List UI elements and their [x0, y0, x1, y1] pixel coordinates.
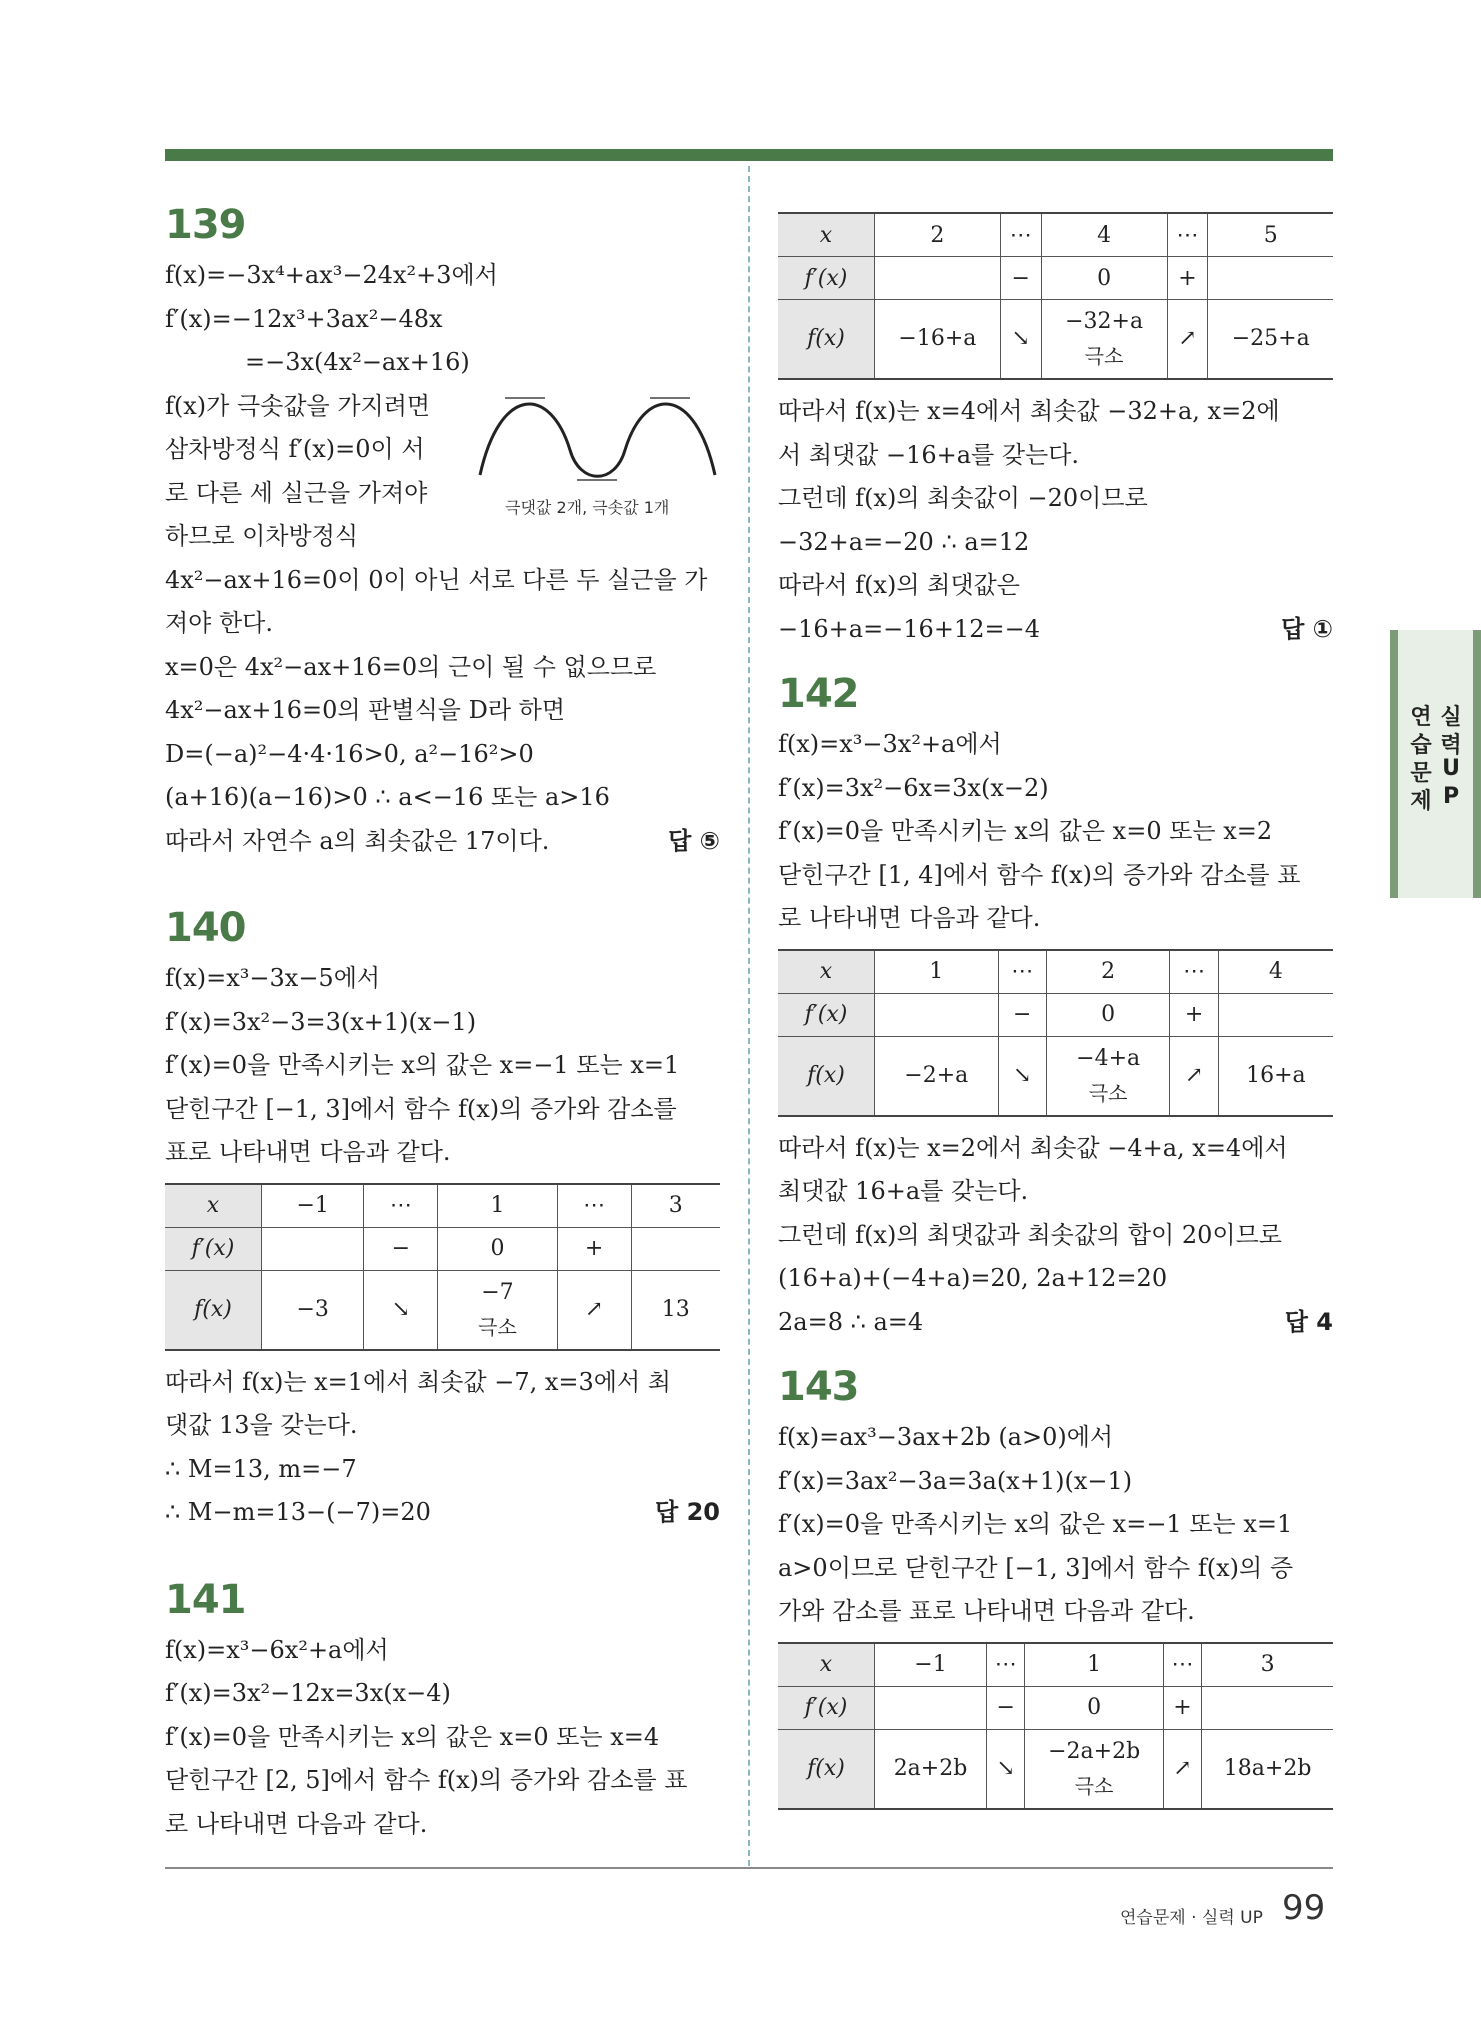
table-cell: + — [1170, 993, 1218, 1036]
side-tab-char: 연 — [1410, 705, 1432, 730]
solution-line: 그런데 f(x)의 최솟값이 −20이므로 — [778, 484, 1148, 512]
column-divider — [748, 166, 750, 1866]
solution-line: f′(x)=0을 만족시키는 x의 값은 x=−1 또는 x=1 — [778, 1510, 1293, 1538]
table-cell: f(x) — [778, 300, 875, 380]
answer-label: 답 4 — [1284, 1307, 1333, 1336]
table-cell: ↘ — [998, 1036, 1046, 1116]
solution-line: f(x)가 극솟값을 가지려면 — [165, 391, 431, 420]
side-tab-char: 문 — [1410, 761, 1432, 786]
answer-label: 답 20 — [655, 1498, 720, 1526]
table-cell: 16+a — [1218, 1036, 1333, 1116]
solution-line — [778, 1301, 1333, 1345]
solution-line — [165, 820, 720, 864]
table-cell: f′(x) — [165, 1227, 262, 1270]
solution-line: f(x)=−3x⁴+ax³−24x²+3에서 — [165, 261, 498, 289]
table-cell: ↘ — [1000, 300, 1041, 380]
solution-line: 닫힌구간 [2, 5]에서 함수 f(x)의 증가와 감소를 표 — [165, 1766, 688, 1794]
min-value: −7 — [481, 1279, 514, 1305]
answer-label: 답 ① — [1281, 614, 1333, 643]
table-cell: 0 — [438, 1227, 557, 1270]
table-cell — [875, 1686, 987, 1729]
table-cell: −1 — [262, 1184, 364, 1228]
table-cell: 1 — [1025, 1643, 1163, 1687]
table-cell: ↗ — [1167, 300, 1208, 380]
table-cell — [438, 1270, 557, 1350]
table-cell: x — [778, 950, 875, 994]
min-value: −2a+2b — [1048, 1738, 1141, 1764]
table-cell: + — [1163, 1686, 1201, 1729]
side-tab-char: 실 — [1440, 705, 1462, 730]
table-cell: − — [998, 993, 1046, 1036]
solution-line: ∴ M=13, m=−7 — [165, 1454, 357, 1483]
table-cell: −2+a — [875, 1036, 999, 1116]
table-cell — [1208, 257, 1333, 300]
solution-line: 로 나타내면 다음과 같다. — [778, 904, 1041, 932]
graph-caption: 극댓값 2개, 극솟값 1개 — [505, 498, 670, 517]
solution-line: 댓값 13을 갖는다. — [165, 1411, 358, 1439]
solution-line: (16+a)+(−4+a)=20, 2a+12=20 — [778, 1264, 1168, 1292]
solution-line: 닫힌구간 [1, 4]에서 함수 f(x)의 증가와 감소를 표 — [778, 860, 1301, 889]
problem-number: 140 — [165, 905, 246, 951]
solution-line: 최댓값 16+a를 갖는다. — [778, 1177, 1029, 1205]
table-cell: f(x) — [778, 1036, 875, 1116]
solution-line: (a+16)(a−16)>0 ∴ a<−16 또는 a>16 — [165, 783, 610, 811]
solution-line: 져야 한다. — [165, 609, 273, 637]
solution-line: x=0은 4x²−ax+16=0의 근이 될 수 없으므로 — [165, 652, 657, 681]
min-label: 극소 — [1088, 1080, 1128, 1105]
table-cell: 2 — [875, 213, 1001, 257]
table-cell — [1046, 1036, 1170, 1116]
footer-section-title: 연습문제 · 실력 UP — [1120, 1908, 1263, 1928]
table-cell: ⋯ — [1000, 213, 1041, 257]
min-value: −4+a — [1076, 1045, 1141, 1071]
table-cell: −25+a — [1208, 300, 1333, 380]
chapter-side-tab — [1390, 630, 1481, 898]
solution-line: 4x²−ax+16=0이 0이 아닌 서로 다른 두 실근을 가 — [165, 565, 708, 594]
table-cell: x — [165, 1184, 262, 1228]
min-label: 극소 — [1084, 344, 1124, 368]
solution-line: 그런데 f(x)의 최댓값과 최솟값의 합이 20이므로 — [778, 1220, 1282, 1249]
solution-line: f′(x)=0을 만족시키는 x의 값은 x=0 또는 x=4 — [165, 1722, 660, 1751]
table-cell: ↗ — [1170, 1036, 1218, 1116]
solution-line: 따라서 f(x)의 최댓값은 — [778, 571, 1020, 599]
table-cell: ↘ — [987, 1729, 1025, 1809]
right-column — [778, 210, 1333, 1820]
table-cell: 3 — [631, 1184, 720, 1228]
solution-line: 닫힌구간 [−1, 3]에서 함수 f(x)의 증가와 감소를 — [165, 1094, 677, 1123]
solution-line: D=(−a)²−4·4·16>0, a²−16²>0 — [165, 739, 534, 768]
table-cell: 4 — [1218, 950, 1333, 994]
solution-line: 서 최댓값 −16+a를 갖는다. — [778, 440, 1080, 469]
table-cell: 18a+2b — [1202, 1729, 1333, 1809]
side-tab-char: P — [1442, 784, 1460, 809]
table-cell: + — [1167, 257, 1208, 300]
min-value: −32+a — [1065, 309, 1144, 334]
table-cell: 1 — [438, 1184, 557, 1228]
solution-line: 따라서 f(x)는 x=1에서 최솟값 −7, x=3에서 최 — [165, 1367, 671, 1396]
table-cell — [1025, 1729, 1163, 1809]
table-cell: ↗ — [1163, 1729, 1201, 1809]
solution-line: f′(x)=0을 만족시키는 x의 값은 x=0 또는 x=2 — [778, 817, 1273, 845]
table-cell — [631, 1227, 720, 1270]
table-cell: f(x) — [165, 1270, 262, 1350]
table-cell: − — [364, 1227, 438, 1270]
variation-table — [778, 949, 1333, 1117]
table-cell — [875, 993, 999, 1036]
solution-line: f(x)=x³−3x²+a에서 — [778, 730, 1002, 758]
variation-table — [165, 1183, 720, 1351]
table-cell: 4 — [1041, 213, 1167, 257]
table-cell: ↗ — [557, 1270, 631, 1350]
table-cell: ⋯ — [987, 1643, 1025, 1687]
solution-text: −16+a=−16+12=−4 — [778, 614, 1040, 643]
side-tab-char: 습 — [1410, 733, 1432, 758]
table-cell: ⋯ — [364, 1184, 438, 1228]
solution-line: 표로 나타내면 다음과 같다. — [165, 1138, 451, 1166]
page-number: 99 — [1282, 1888, 1326, 1928]
table-cell: ⋯ — [1163, 1643, 1201, 1687]
table-cell: f(x) — [778, 1729, 875, 1809]
answer-label: 답 ⑤ — [668, 826, 720, 855]
side-tab-char: 력 — [1440, 733, 1462, 758]
table-cell: − — [1000, 257, 1041, 300]
min-label: 극소 — [1074, 1773, 1114, 1798]
solution-text: 따라서 자연수 a의 최솟값은 17이다. — [165, 826, 550, 855]
min-label: 극소 — [478, 1314, 517, 1339]
table-cell — [262, 1227, 364, 1270]
solution-line: =−3x(4x²−ax+16) — [245, 348, 470, 376]
table-cell: − — [987, 1686, 1025, 1729]
table-cell: −1 — [875, 1643, 987, 1687]
table-cell: −3 — [262, 1270, 364, 1350]
table-cell: −16+a — [875, 300, 1001, 380]
solution-line: −32+a=−20 ∴ a=12 — [778, 527, 1030, 556]
problem-number: 139 — [165, 202, 246, 248]
solution-line — [778, 608, 1333, 652]
problem-number: 143 — [778, 1364, 859, 1410]
top-accent-bar — [165, 149, 1333, 161]
table-cell: ⋯ — [998, 950, 1046, 994]
solution-line: f′(x)=3x²−3=3(x+1)(x−1) — [165, 1007, 477, 1036]
table-cell: 3 — [1202, 1643, 1333, 1687]
variation-table — [778, 212, 1333, 380]
table-cell: 0 — [1041, 257, 1167, 300]
table-cell: 2 — [1046, 950, 1170, 994]
table-cell: ⋯ — [1170, 950, 1218, 994]
solution-line: f′(x)=3x²−12x=3x(x−4) — [165, 1679, 451, 1707]
table-cell: f′(x) — [778, 1686, 875, 1729]
table-cell: ⋯ — [557, 1184, 631, 1228]
table-cell: f′(x) — [778, 993, 875, 1036]
solution-line: 삼차방정식 f′(x)=0이 서 — [165, 435, 425, 463]
side-tab-label — [1398, 630, 1473, 898]
table-cell: 0 — [1046, 993, 1170, 1036]
table-cell: ↘ — [364, 1270, 438, 1350]
solution-line: f′(x)=−12x³+3ax²−48x — [165, 304, 443, 333]
table-cell — [1041, 300, 1167, 380]
solution-line: f(x)=x³−3x−5에서 — [165, 964, 381, 992]
table-cell: + — [557, 1227, 631, 1270]
solution-line: 가와 감소를 표로 나타내면 다음과 같다. — [778, 1597, 1195, 1625]
solution-line: a>0이므로 닫힌구간 [−1, 3]에서 함수 f(x)의 증 — [778, 1553, 1294, 1582]
table-cell — [875, 257, 1001, 300]
table-cell: 13 — [631, 1270, 720, 1350]
solution-line: 따라서 f(x)는 x=2에서 최솟값 −4+a, x=4에서 — [778, 1133, 1288, 1162]
solution-line: f′(x)=0을 만족시키는 x의 값은 x=−1 또는 x=1 — [165, 1051, 680, 1079]
solution-line: f′(x)=3x²−6x=3x(x−2) — [778, 773, 1049, 802]
solution-line: 로 다른 세 실근을 가져야 — [165, 478, 428, 507]
solution-line: 따라서 f(x)는 x=4에서 최솟값 −32+a, x=2에 — [778, 397, 1280, 425]
variation-table — [778, 1642, 1333, 1810]
solution-line: 4x²−ax+16=0의 판별식을 D라 하면 — [165, 696, 566, 724]
footer-rule — [165, 1867, 1333, 1869]
side-tab-char: 제 — [1410, 789, 1432, 814]
problem-number: 142 — [778, 671, 859, 717]
solution-line: f(x)=x³−6x²+a에서 — [165, 1635, 389, 1664]
table-cell: 0 — [1025, 1686, 1163, 1729]
solution-line: f(x)=ax³−3ax+2b (a>0)에서 — [778, 1423, 1114, 1451]
table-cell: 2a+2b — [875, 1729, 987, 1809]
solution-text: ∴ M−m=13−(−7)=20 — [165, 1498, 431, 1526]
solution-line — [165, 1491, 720, 1535]
table-cell: 5 — [1208, 213, 1333, 257]
solution-line: 로 나타내면 다음과 같다. — [165, 1809, 428, 1838]
solution-line: 하므로 이차방정식 — [165, 522, 359, 550]
problem-number: 141 — [165, 1576, 246, 1623]
table-cell — [1202, 1686, 1333, 1729]
table-cell: f′(x) — [778, 257, 875, 300]
table-cell: x — [778, 213, 875, 257]
table-cell: ⋯ — [1167, 213, 1208, 257]
side-tab-char: U — [1442, 756, 1460, 781]
solution-line: f′(x)=3ax²−3a=3a(x+1)(x−1) — [778, 1466, 1133, 1495]
table-cell: x — [778, 1643, 875, 1687]
table-cell: 1 — [875, 950, 999, 994]
table-cell — [1218, 993, 1333, 1036]
solution-text: 2a=8 ∴ a=4 — [778, 1307, 924, 1336]
